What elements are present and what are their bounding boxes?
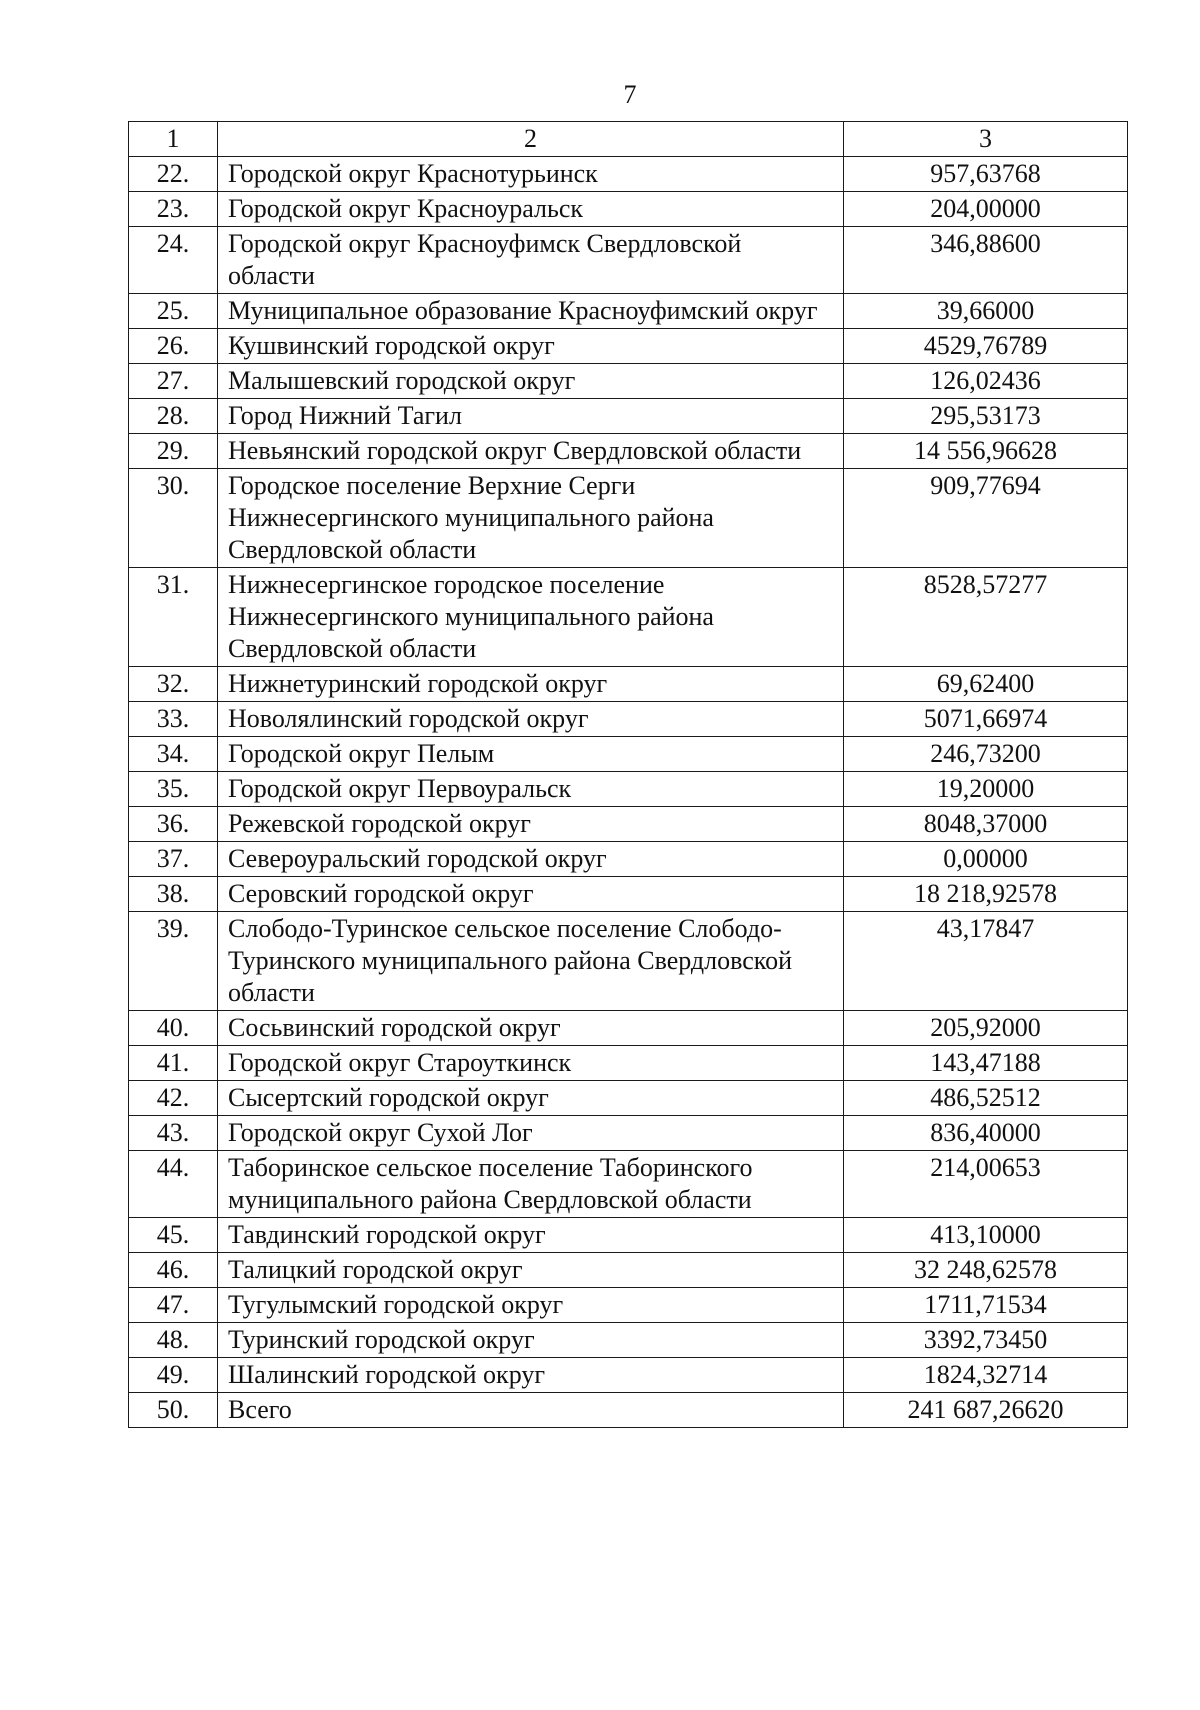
- amount-value-cell: 32 248,62578: [844, 1253, 1128, 1288]
- municipality-name-cell: Город Нижний Тагил: [218, 399, 844, 434]
- row-number-cell: 22.: [129, 157, 218, 192]
- table-row: [129, 227, 1128, 294]
- row-number-cell: 38.: [129, 877, 218, 912]
- row-number-cell: 49.: [129, 1358, 218, 1393]
- municipality-name-cell: Невьянский городской округ Свердловской области: [218, 434, 844, 469]
- municipality-name-cell: Кушвинский городской округ: [218, 329, 844, 364]
- amount-value-cell: 4529,76789: [844, 329, 1128, 364]
- municipality-name-cell: Таборинское сельское поселение Таборинского муниципального района Свердловской области: [218, 1151, 844, 1218]
- amount-value-cell: 205,92000: [844, 1011, 1128, 1046]
- municipality-name-cell: Тавдинский городской округ: [218, 1218, 844, 1253]
- table-row: [129, 568, 1128, 667]
- row-number-cell: 32.: [129, 667, 218, 702]
- table-row: [129, 737, 1128, 772]
- table-row: [129, 1288, 1128, 1323]
- row-number-cell: 26.: [129, 329, 218, 364]
- municipality-name-cell: Нижнетуринский городской округ: [218, 667, 844, 702]
- table-row: [129, 807, 1128, 842]
- table-body: [129, 122, 1128, 1428]
- allocation-table: [128, 121, 1128, 1428]
- amount-value-cell: 909,77694: [844, 469, 1128, 568]
- table-row: [129, 364, 1128, 399]
- table-row: [129, 1253, 1128, 1288]
- table-row: [129, 1081, 1128, 1116]
- table-header-row: [129, 122, 1128, 157]
- row-number-cell: 47.: [129, 1288, 218, 1323]
- amount-value-cell: 1711,71534: [844, 1288, 1128, 1323]
- table-row: [129, 667, 1128, 702]
- row-number-cell: 29.: [129, 434, 218, 469]
- amount-value-cell: 69,62400: [844, 667, 1128, 702]
- row-number-cell: 28.: [129, 399, 218, 434]
- table-row: [129, 1046, 1128, 1081]
- municipality-name-cell: Серовский городской округ: [218, 877, 844, 912]
- amount-value-cell: 1824,32714: [844, 1358, 1128, 1393]
- amount-value-cell: 246,73200: [844, 737, 1128, 772]
- municipality-name-cell: Тугулымский городской округ: [218, 1288, 844, 1323]
- amount-value-cell: 14 556,96628: [844, 434, 1128, 469]
- municipality-name-cell: Талицкий городской округ: [218, 1253, 844, 1288]
- amount-value-cell: 43,17847: [844, 912, 1128, 1011]
- row-number-cell: 44.: [129, 1151, 218, 1218]
- amount-value-cell: 5071,66974: [844, 702, 1128, 737]
- table-row: [129, 1151, 1128, 1218]
- amount-value-cell: 836,40000: [844, 1116, 1128, 1151]
- municipality-name-cell: Всего: [218, 1393, 844, 1428]
- table-row: [129, 1393, 1128, 1428]
- row-number-cell: 48.: [129, 1323, 218, 1358]
- table-row: [129, 1218, 1128, 1253]
- amount-value-cell: 204,00000: [844, 192, 1128, 227]
- table-row: [129, 1358, 1128, 1393]
- table-row: [129, 1011, 1128, 1046]
- table-row: [129, 469, 1128, 568]
- row-number-cell: 33.: [129, 702, 218, 737]
- table-row: [129, 912, 1128, 1011]
- municipality-name-cell: Городское поселение Верхние Серги Нижнесергинского муниципального района Свердловской области: [218, 469, 844, 568]
- row-number-cell: 46.: [129, 1253, 218, 1288]
- municipality-name-cell: Шалинский городской округ: [218, 1358, 844, 1393]
- amount-value-cell: 486,52512: [844, 1081, 1128, 1116]
- row-number-cell: 31.: [129, 568, 218, 667]
- amount-value-cell: 241 687,26620: [844, 1393, 1128, 1428]
- header-cell-number: 1: [129, 122, 218, 157]
- amount-value-cell: 3392,73450: [844, 1323, 1128, 1358]
- table-row: [129, 434, 1128, 469]
- row-number-cell: 42.: [129, 1081, 218, 1116]
- amount-value-cell: 143,47188: [844, 1046, 1128, 1081]
- row-number-cell: 30.: [129, 469, 218, 568]
- amount-value-cell: 8048,37000: [844, 807, 1128, 842]
- header-cell-name: 2: [218, 122, 844, 157]
- municipality-name-cell: Городской округ Красноуфимск Свердловской области: [218, 227, 844, 294]
- row-number-cell: 25.: [129, 294, 218, 329]
- municipality-name-cell: Городской округ Первоуральск: [218, 772, 844, 807]
- municipality-name-cell: Городской округ Пелым: [218, 737, 844, 772]
- municipality-name-cell: Нижнесергинское городское поселение Нижнесергинского муниципального района Свердловской области: [218, 568, 844, 667]
- amount-value-cell: 0,00000: [844, 842, 1128, 877]
- page-number: 7: [623, 80, 637, 109]
- row-number-cell: 45.: [129, 1218, 218, 1253]
- amount-value-cell: 346,88600: [844, 227, 1128, 294]
- amount-value-cell: 18 218,92578: [844, 877, 1128, 912]
- municipality-name-cell: Слободо-Туринское сельское поселение Слободо-Туринского муниципального района Свердловской области: [218, 912, 844, 1011]
- municipality-name-cell: Муниципальное образование Красноуфимский округ: [218, 294, 844, 329]
- row-number-cell: 39.: [129, 912, 218, 1011]
- row-number-cell: 36.: [129, 807, 218, 842]
- amount-value-cell: 39,66000: [844, 294, 1128, 329]
- row-number-cell: 23.: [129, 192, 218, 227]
- table-row: [129, 294, 1128, 329]
- row-number-cell: 24.: [129, 227, 218, 294]
- municipality-name-cell: Малышевский городской округ: [218, 364, 844, 399]
- table-row: [129, 877, 1128, 912]
- table-row: [129, 192, 1128, 227]
- table-row: [129, 1323, 1128, 1358]
- table-row: [129, 157, 1128, 192]
- table-row: [129, 399, 1128, 434]
- row-number-cell: 43.: [129, 1116, 218, 1151]
- table-row: [129, 702, 1128, 737]
- row-number-cell: 50.: [129, 1393, 218, 1428]
- header-cell-value: 3: [844, 122, 1128, 157]
- amount-value-cell: 957,63768: [844, 157, 1128, 192]
- table-row: [129, 842, 1128, 877]
- amount-value-cell: 126,02436: [844, 364, 1128, 399]
- municipality-name-cell: Городской округ Красноуральск: [218, 192, 844, 227]
- table-row: [129, 772, 1128, 807]
- table-row: [129, 329, 1128, 364]
- row-number-cell: 37.: [129, 842, 218, 877]
- amount-value-cell: 19,20000: [844, 772, 1128, 807]
- amount-value-cell: 295,53173: [844, 399, 1128, 434]
- table-row: [129, 1116, 1128, 1151]
- municipality-name-cell: Городской округ Сухой Лог: [218, 1116, 844, 1151]
- municipality-name-cell: Городской округ Староуткинск: [218, 1046, 844, 1081]
- amount-value-cell: 413,10000: [844, 1218, 1128, 1253]
- municipality-name-cell: Сысертский городской округ: [218, 1081, 844, 1116]
- amount-value-cell: 214,00653: [844, 1151, 1128, 1218]
- row-number-cell: 27.: [129, 364, 218, 399]
- municipality-name-cell: Североуральский городской округ: [218, 842, 844, 877]
- row-number-cell: 35.: [129, 772, 218, 807]
- municipality-name-cell: Сосьвинский городской округ: [218, 1011, 844, 1046]
- municipality-name-cell: Городской округ Краснотурьинск: [218, 157, 844, 192]
- row-number-cell: 40.: [129, 1011, 218, 1046]
- row-number-cell: 41.: [129, 1046, 218, 1081]
- municipality-name-cell: Режевской городской округ: [218, 807, 844, 842]
- municipality-name-cell: Новолялинский городской округ: [218, 702, 844, 737]
- amount-value-cell: 8528,57277: [844, 568, 1128, 667]
- municipality-name-cell: Туринский городской округ: [218, 1323, 844, 1358]
- row-number-cell: 34.: [129, 737, 218, 772]
